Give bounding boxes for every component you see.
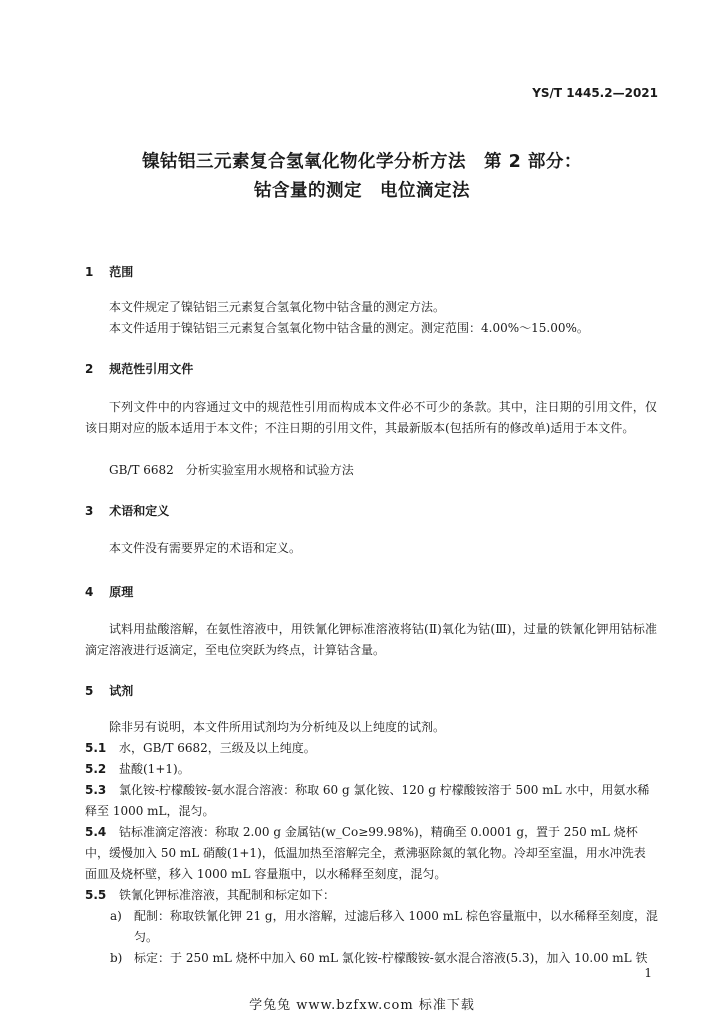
- clause-text: 水，GB/T 6682，三级及以上纯度。: [119, 741, 316, 755]
- document-title-line1: 镍钴铝三元素复合氢氧化物化学分析方法 第 2 部分：: [142, 152, 582, 172]
- clause-number: 5.2: [85, 762, 107, 776]
- section-number: 3: [85, 504, 94, 518]
- list-text: 配制：称取铁氰化钾 21 g，用水溶解，过滤后移入 1000 mL 棕色容量瓶中，以水稀释至刻度，混匀。: [134, 909, 658, 944]
- section-number: 1: [85, 265, 94, 279]
- section-3-heading: [85, 502, 169, 519]
- clause-number: 5.4: [85, 825, 107, 839]
- clause-5-3: [85, 780, 657, 822]
- section-title: 范围: [109, 265, 134, 279]
- section-1-paragraph-1: 本文件规定了镍钴铝三元素复合氢氧化物中钴含量的测定方法。: [109, 300, 446, 314]
- section-1-paragraph-2: 本文件适用于镍钴铝三元素复合氢氧化物中钴含量的测定。测定范围：4.00%～15.00%。: [109, 321, 589, 335]
- section-title: 规范性引用文件: [109, 362, 194, 376]
- document-title-line2: 钴含量的测定 电位滴定法: [254, 181, 470, 201]
- normative-reference: GB/T 6682 分析实验室用水规格和试验方法: [109, 463, 354, 477]
- section-3-paragraph-1: 本文件没有需要界定的术语和定义。: [109, 541, 302, 555]
- clause-number: 5.1: [85, 741, 107, 755]
- section-4-heading: [85, 583, 133, 600]
- section-2-paragraph-1: 下列文件中的内容通过文中的规范性引用而构成本文件必不可少的条款。其中，注日期的引用文件，仅该日期对应的版本适用于本文件；不注日期的引用文件，其最新版本(包括所有的修改单)适用于本文件。: [85, 400, 657, 435]
- clause-5-5-b: [110, 948, 681, 969]
- section-number: 4: [85, 585, 94, 599]
- list-marker: a): [110, 909, 122, 923]
- clause-5-5: [85, 885, 657, 906]
- list-marker: b): [110, 951, 123, 965]
- section-number: 5: [85, 684, 94, 698]
- section-title: 试剂: [109, 684, 134, 698]
- footer-watermark: 学兔兔 www.bzfxw.com 标准下载: [249, 998, 475, 1013]
- standard-code: YS/T 1445.2—2021: [532, 86, 658, 100]
- clause-5-2: [85, 759, 657, 780]
- list-text: 标定：于 250 mL 烧杯中加入 60 mL 氯化铵-柠檬酸铵-氨水混合溶液(5.3)，加入 10.00 mL 铁: [134, 951, 648, 965]
- clause-5-4: [85, 822, 657, 885]
- clause-text: 铁氰化钾标准溶液，其配制和标定如下：: [119, 888, 336, 902]
- section-title: 原理: [109, 585, 134, 599]
- clause-5-5-a: [110, 906, 681, 948]
- page-number: 1: [644, 966, 652, 980]
- section-2-heading: [85, 360, 193, 377]
- clause-number: 5.3: [85, 783, 107, 797]
- section-4-paragraph-1: 试料用盐酸溶解，在氨性溶液中，用铁氰化钾标准溶液将钴(Ⅱ)氧化为钴(Ⅲ)，过量的铁氰化钾用钴标准滴定溶液进行返滴定，至电位突跃为终点，计算钴含量。: [85, 622, 657, 657]
- clause-text: 氯化铵-柠檬酸铵-氨水混合溶液：称取 60 g 氯化铵、120 g 柠檬酸铵溶于 500 mL 水中，用氨水稀释至 1000 mL，混匀。: [85, 783, 650, 818]
- clause-text: 盐酸(1+1)。: [119, 762, 190, 776]
- section-5-heading: [85, 682, 133, 699]
- section-5-paragraph-1: 除非另有说明，本文件所用试剂均为分析纯及以上纯度的试剂。: [109, 720, 446, 734]
- clause-5-1: [85, 738, 657, 759]
- clause-text: 钴标准滴定溶液：称取 2.00 g 金属钴(w_Co≥99.98%)，精确至 0.0001 g，置于 250 mL 烧杯中，缓慢加入 50 mL 硝酸(1+1)，低温加热至溶解完全，煮沸驱除氮的氧化物。冷却至室温，用水冲洗表面皿及烧杯壁，移入 1000 mL 容量瓶中，以水稀释至刻度，混匀。: [85, 825, 646, 881]
- section-1-heading: [85, 263, 133, 280]
- clause-number: 5.5: [85, 888, 107, 902]
- section-title: 术语和定义: [109, 504, 170, 518]
- section-number: 2: [85, 362, 94, 376]
